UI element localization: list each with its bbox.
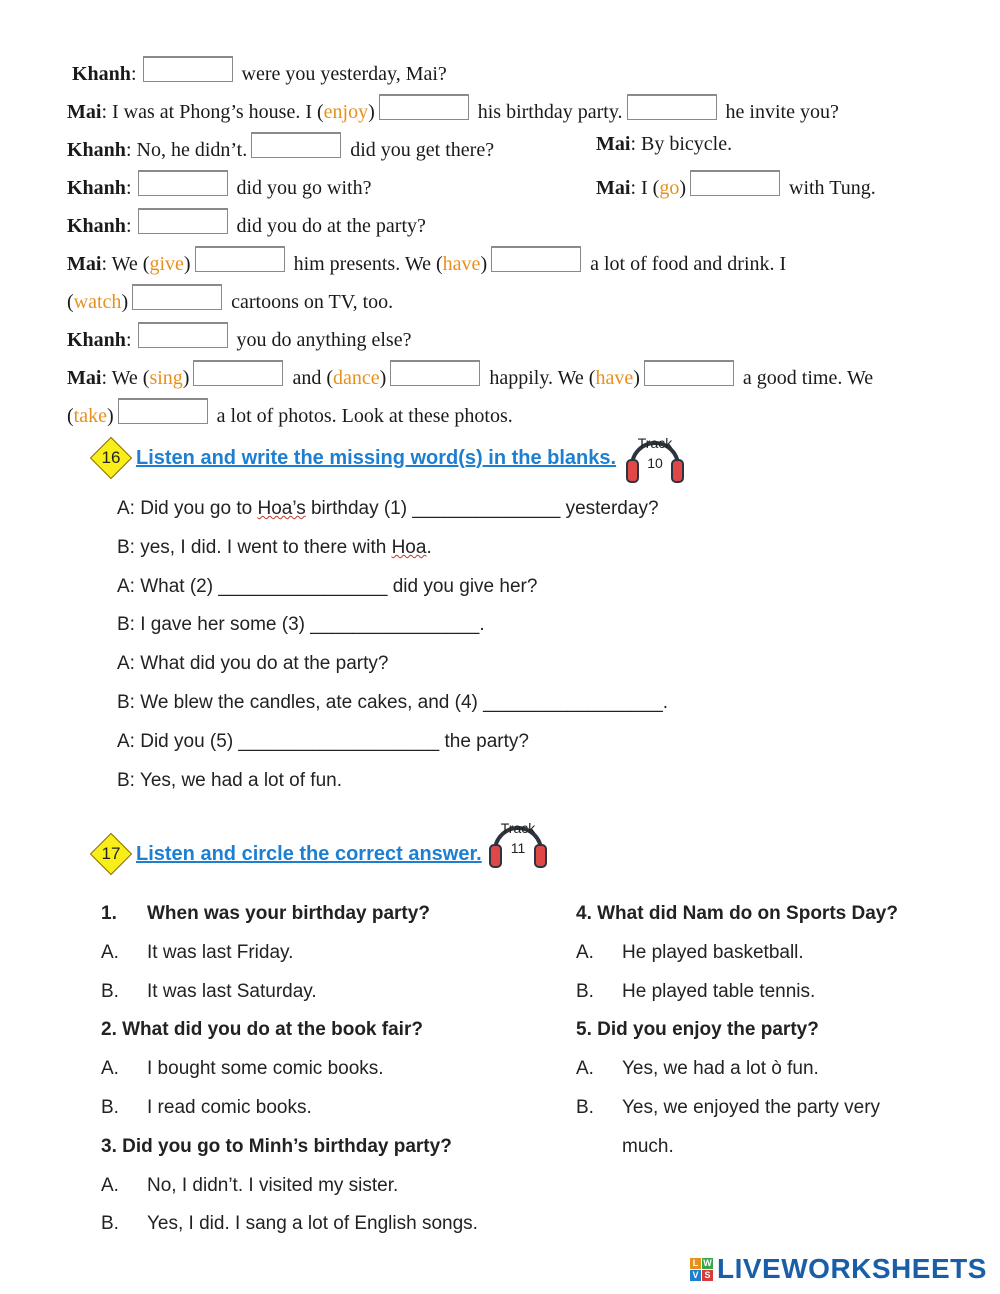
answer-option[interactable]: B. Yes, we enjoyed the party very [576,1097,881,1118]
answer-option[interactable]: B. I read comic books. [101,1097,312,1118]
liveworksheets-logo: L W V S LIVEWORKSHEETS [690,1253,987,1285]
speaker-name: Khanh [67,139,126,161]
speaker-name: Khanh [67,329,126,351]
answer-box[interactable] [138,322,228,348]
spellcheck-word: Hoa [391,536,427,558]
verb-hint: have [595,367,634,389]
answer-option[interactable]: A. He played basketball. [576,941,804,963]
speaker-name: Khanh [67,177,126,199]
exercise-number-badge: 16 [90,437,132,479]
option-label: A. [101,1174,119,1196]
option-label: A. [576,1058,594,1080]
dialogue-line-1: Khanh: were you yesterday, Mai? [72,56,447,86]
verb-hint: give [149,253,184,275]
answer-box[interactable] [193,360,283,386]
answer-box[interactable] [143,56,233,82]
dialogue-line-2: Mai: I was at Phong’s house. I (enjoy) his birthday party. he invite you? [67,94,839,124]
answer-box[interactable] [118,398,208,424]
verb-hint: take [73,405,107,427]
answer-box[interactable] [138,208,228,234]
question-text: 5. Did you enjoy the party? [576,1019,819,1041]
option-label: B. [576,1097,594,1118]
dialogue-line-8: Khanh: you do anything else? [67,322,411,352]
speaker-name: Khanh [67,215,126,237]
headphones-track-icon[interactable] [624,424,686,486]
question-text: 4. What did Nam do on Sports Day? [576,903,898,924]
dialogue-line: A: What (2) ________________ did you give her? [117,575,538,597]
answer-box[interactable] [132,284,222,310]
option-label: A. [576,941,594,963]
answer-box[interactable] [195,246,285,272]
speaker-name: Mai [67,367,102,389]
option-label: B. [101,1097,119,1118]
answer-option[interactable]: B. It was last Saturday. [101,980,317,1002]
dialogue-line-5: Khanh: did you do at the party? [67,208,426,238]
speaker-name: Mai [596,133,631,155]
spellcheck-word: Hoa’s [257,498,306,519]
dialogue-line: B: yes, I did. I went to there with Hoa. [117,536,432,558]
dialogue-line: B: I gave her some (3) ________________. [117,614,485,636]
answer-box[interactable] [138,170,228,196]
dialogue-line-7: (watch) cartoons on TV, too. [67,284,393,314]
dialogue-line-9: Mai: We (sing) and (dance) happily. We (have) a good time. We [67,360,873,390]
answer-box[interactable] [690,170,780,196]
dialogue-line: A: What did you do at the party? [117,653,389,675]
svg-text:10: 10 [647,455,663,471]
dialogue-line: B: Yes, we had a lot of fun. [117,769,342,791]
answer-box[interactable] [251,132,341,158]
dialogue-line-3: Khanh: No, he didn’t. did you get there? [67,132,494,162]
answer-box[interactable] [627,94,717,120]
logo-mark-icon: L W V S [690,1258,713,1281]
answer-option[interactable]: B. Yes, I did. I sang a lot of English songs. [101,1213,478,1235]
dialogue-line-4: Khanh: did you go with? [67,170,372,200]
verb-hint: have [442,253,481,275]
exercise-number-badge: 17 [90,833,132,875]
option-label: 1. [101,903,117,924]
verb-hint: watch [73,291,122,313]
answer-box[interactable] [491,246,581,272]
dialogue-line: A: Did you go to Hoa’s birthday (1) ______________ yesterday? [117,498,659,519]
svg-text:Track: Track [500,820,536,836]
question-text: 1. When was your birthday party? [101,903,430,924]
option-label: B. [576,980,594,1002]
dialogue-line-3-reply: Mai: By bicycle. [596,133,733,155]
answer-option[interactable]: B. He played table tennis. [576,980,816,1002]
exercise-17-heading [96,839,482,869]
speaker-name: Mai [596,177,631,199]
answer-box[interactable] [644,360,734,386]
dialogue-line: A: Did you (5) ___________________ the party? [117,730,529,752]
answer-option[interactable]: A. Yes, we had a lot ò fun. [576,1058,819,1080]
answer-option[interactable]: A. I bought some comic books. [101,1058,384,1080]
exercise-title: Listen and circle the correct answer. [136,842,482,865]
exercise-16-heading [96,443,616,473]
speaker-name: Mai [67,101,102,123]
option-label: A. [101,1058,119,1080]
svg-text:11: 11 [510,840,526,856]
verb-hint: sing [149,367,183,389]
speaker-name: Mai [67,253,102,275]
verb-hint: dance [333,367,380,389]
question-text: 2. What did you do at the book fair? [101,1019,423,1041]
option-label: B. [101,1213,119,1235]
svg-text:Track: Track [637,435,673,451]
dialogue-line-4-reply: Mai: I (go) with Tung. [596,170,876,200]
verb-hint: go [659,177,680,199]
speaker-name: Khanh [72,63,131,85]
answer-box[interactable] [379,94,469,120]
option-label: A. [101,941,119,963]
dialogue-line-6: Mai: We (give) him presents. We (have) a lot of food and drink. I [67,246,786,276]
answer-option[interactable]: A. It was last Friday. [101,941,294,963]
answer-box[interactable] [390,360,480,386]
answer-option[interactable]: A. No, I didn’t. I visited my sister. [101,1174,399,1196]
headphones-track-icon[interactable] [487,809,549,871]
option-label: B. [101,980,119,1002]
question-text: 3. Did you go to Minh’s birthday party? [101,1135,452,1157]
dialogue-line: B: We blew the candles, ate cakes, and (4) _________________. [117,692,669,713]
verb-hint: enjoy [323,101,369,123]
exercise-title: Listen and write the missing word(s) in the blanks. [136,446,617,469]
dialogue-line-10: (take) a lot of photos. Look at these photos. [67,398,513,428]
answer-option[interactable]: much. [622,1135,674,1157]
